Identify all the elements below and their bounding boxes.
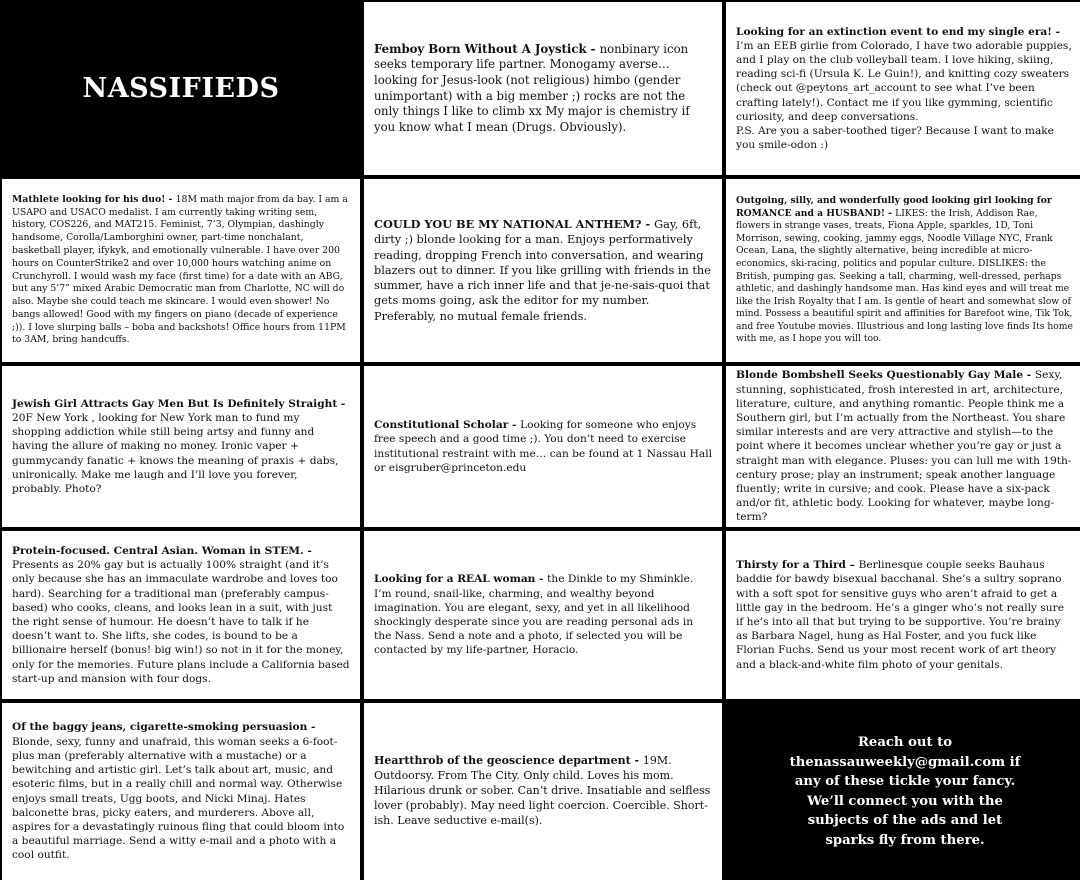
ad-text <box>736 195 1074 346</box>
ad-text <box>736 25 1074 124</box>
contact-text: Reach out to thenassauweekly@gmail.com if any of these tickle your fancy. We’ll connect you with the subjects of the ads and let sparks fly from there. <box>789 735 1021 848</box>
ad-body: Presents as 20% gay but is actually 100% straight (and it’s only because she has an immaculate wardrobe and loves too hard). Searching for a traditional man (preferably campus-based) who cooks, cleans, and looks lean in a suit, with just the right sense of humour. He doesn’t have to talk if he doesn’t want to. She lifts, she codes, is bound to be a billionaire herself (bonus! big win!) so not in it for the money, only for the memories. Future plans include a California based start-up and mansion with four dogs. <box>12 559 350 685</box>
ad-geoscience-heartthrob <box>364 703 722 880</box>
ad-blonde-bombshell <box>726 366 1080 527</box>
ad-real-woman <box>364 531 722 699</box>
ad-body: 18M math major from da bay. I am a USAPO and USACO medalist. I am currently taking writing sem, history, COS226, and MAT215. Feminist, 7’3, Olympian, dashingly handsome, Corolla/Lamborghini owner, part-time nonchalant, basketball player, ifykyk, and emotionally vulnerable. I have over 200 hours on CounterStrike2 and over 10,000 hours watching anime on Crunchyroll. I would wash my face (first time) for a date with an ABG, but any 5’7” mixed Arabic Democratic man from Charlotte, NC will do also. Maybe she could teach me skincare. I would even shower! No bangs allowed! Good with my fingers on piano (decade of experience ;)). I love slurping balls – boba and backshots! Office hours from 11PM to 3AM, bring handcuffs. <box>12 193 348 346</box>
ad-text <box>374 42 712 136</box>
ad-protein-focused <box>2 531 360 699</box>
contact-box <box>726 703 1080 880</box>
ad-body: 19M. Outdoorsy. From The City. Only child. Loves his mom. Hilarious drunk or sober. Can’t drive. Insatiable and selfless lover (probably). May need light coercion. Coercible. Short-ish. Leave seductive e-mail(s). <box>374 754 711 827</box>
ad-text <box>12 397 350 496</box>
ad-femboy <box>364 2 722 175</box>
ad-text <box>374 418 712 475</box>
ad-title: Constitutional Scholar - <box>374 419 521 432</box>
ad-mathlete <box>2 179 360 362</box>
ad-extinction-event <box>726 2 1080 175</box>
ad-text <box>374 572 712 657</box>
ad-jewish-girl <box>2 366 360 527</box>
ad-text <box>12 194 350 348</box>
ad-text <box>374 217 712 323</box>
masthead <box>2 2 360 175</box>
ad-baggy-jeans <box>2 703 360 880</box>
ad-text <box>12 544 350 686</box>
ad-romance-husband <box>726 179 1080 362</box>
ad-title: Looking for an extinction event to end my single era! - <box>736 25 1061 38</box>
ad-body: I’m an EEB girlie from Colorado, I have two adorable puppies, and I play on the club volleyball team. I love hiking, skiing, reading sci-fi (Ursula K. Le Guin!), and knitting cozy sweaters (check out @peytons_art_account to see what I’ve been crafting lately!). Contact me if you like gymming, scientific curiosity, and deep conversations. <box>736 39 1072 123</box>
ad-title: Femboy Born Without A Joystick - <box>374 41 600 56</box>
ad-title: Thirsty for a Third – <box>736 559 859 572</box>
ad-title: Looking for a REAL woman - <box>374 573 548 586</box>
ad-body: Blonde, sexy, funny and unafraid, this woman seeks a 6-foot-plus man (preferably alternative with a mustache) or a bewitching and artistic girl. Let’s talk about art, music, and esoteric films, but in a really chill and normal way. Otherwise enjoys small treats, Ugg boots, and Nicki Minaj. Hates balconette bras, picky eaters, and murderers. Above all, aspires for a devastatingly ruinous fling that could bloom into a beautiful marriage. Send a witty e-mail and a photo with a cool outfit. <box>12 735 345 862</box>
ad-title: Mathlete looking for his duo! - <box>12 193 176 205</box>
ad-body: Berlinesque couple seeks Bauhaus baddie for bawdy bisexual bacchanal. She’s a sultry soprano with a soft spot for sensitive guys who aren’t afraid to get a little gay in the bedroom. He’s a ginger who’s not really sure if he’s into all that but trying to be supportive. You’re brainy as Barbara Nagel, hung as Hal Foster, and you fuck like Florian Fuchs. Send us your most recent work of art theory and a black-and-white film photo of your genitals. <box>736 559 1064 671</box>
ad-text <box>374 754 712 829</box>
ad-body: LIKES: the Irish, Addison Rae, flowers in strange vases, treats, Fiona Apple, sparkles, 1D, Toni Morrison, sewing, cooking, jammy eggs, Noodle Village NYC, Frank Ocean, Lana, the slightly alternative, being incredible at micro-economics, ski-racing, politics and popular culture. DISLIKES: the British, pumping gas. Seeking a tall, charming, well-dressed, perhaps athletic, and dashingly handsome man. Has kind eyes and will treat me like the Irish Royalty that I am. Is gentle of heart and somewhat slow of mind. Possess a beautiful spirit and affinities for Barefoot wine, Tik Tok, and free Youtube movies. Illustrious and long lasting love finds Its home with me, as I hope you will too. <box>736 207 1073 345</box>
ad-constitutional-scholar <box>364 366 722 527</box>
ad-text <box>12 720 350 862</box>
ad-body: the Dinkle to my Shminkle. I’m round, snail-like, charming, and wealthy beyond imagination. You are elegant, sexy, and yet in all likelihood shockingly desperate since you are reading personal ads in the Nass. Send a note and a photo, if selected you will be contacted by my life-partner, Horacio. <box>374 573 694 657</box>
ad-body: 20F New York , looking for New York man to fund my shopping addiction while still being artsy and funny and having the allure of making no money. Ironic vaper + gummycandy fanatic + knows the meaning of praxis + dabs, unironically. Make me laugh and I’ll love you forever, probably. Photo? <box>12 411 339 495</box>
ad-body: nonbinary icon seeks temporary life partner. Monogamy averse… looking for Jesus-look (not religious) himbo (gender unimportant) with a big member ;) rocks are not the only things I like to climb xx My major is chemistry if you know what I mean (Drugs. Obviously). <box>374 41 690 134</box>
ad-text <box>736 558 1074 672</box>
ad-title: Of the baggy jeans, cigarette-smoking persuasion - <box>12 721 316 734</box>
ad-body: Looking for someone who enjoys free speech and a good time ;). You don’t need to exercise institutional restraint with me… can be found at 1 Nassau Hall or eisgruber@princeton.edu <box>374 419 713 474</box>
ad-national-anthem <box>364 179 722 362</box>
ad-body: Gay, 6ft, dirty ;) blonde looking for a man. Enjoys performatively reading, dropping French into conversation, and wearing blazers out to dinner. If you like grilling with friends in the summer, have a rich inner life and that je-ne-sais-quoi that gets moms going, ask the editor for my number. Preferably, no mutual female friends. <box>374 218 711 323</box>
ad-body: Sexy, stunning, sophisticated, frosh interested in art, architecture, literature, culture, and anything romantic. People think me a Southern girl, but I’m actually from the Northeast. You share similar interests and are very attractive and stylish—to the point where it becomes unclear whether you’re gay or just a straight man with elegance. Pluses: you can lull me with 19th-century prose; play an instrument; speak another language fluently; write in cursive; and cook. Please have a six-pack and/or fit, athletic body. Looking for whatever, maybe long-term? <box>736 369 1072 524</box>
ad-thirsty-for-a-third <box>726 531 1080 699</box>
ad-title: Protein-focused. Central Asian. Woman in STEM. - <box>12 544 312 557</box>
ad-title: COULD YOU BE MY NATIONAL ANTHEM? - <box>374 217 655 232</box>
ad-title: Outgoing, silly, and wonderfully good looking girl looking for ROMANCE and a HUSBAND! - <box>736 194 1052 219</box>
ad-title: Blonde Bombshell Seeks Questionably Gay Male - <box>736 369 1035 382</box>
ad-text <box>736 368 1074 524</box>
masthead-title: NASSIFIEDS <box>82 73 280 104</box>
ad-title: Heartthrob of the geoscience department - <box>374 754 643 768</box>
ad-title: Jewish Girl Attracts Gay Men But Is Definitely Straight - <box>12 397 346 410</box>
ad-postscript: P.S. Are you a saber-toothed tiger? Because I want to make you smile-odon :) <box>736 125 1054 152</box>
